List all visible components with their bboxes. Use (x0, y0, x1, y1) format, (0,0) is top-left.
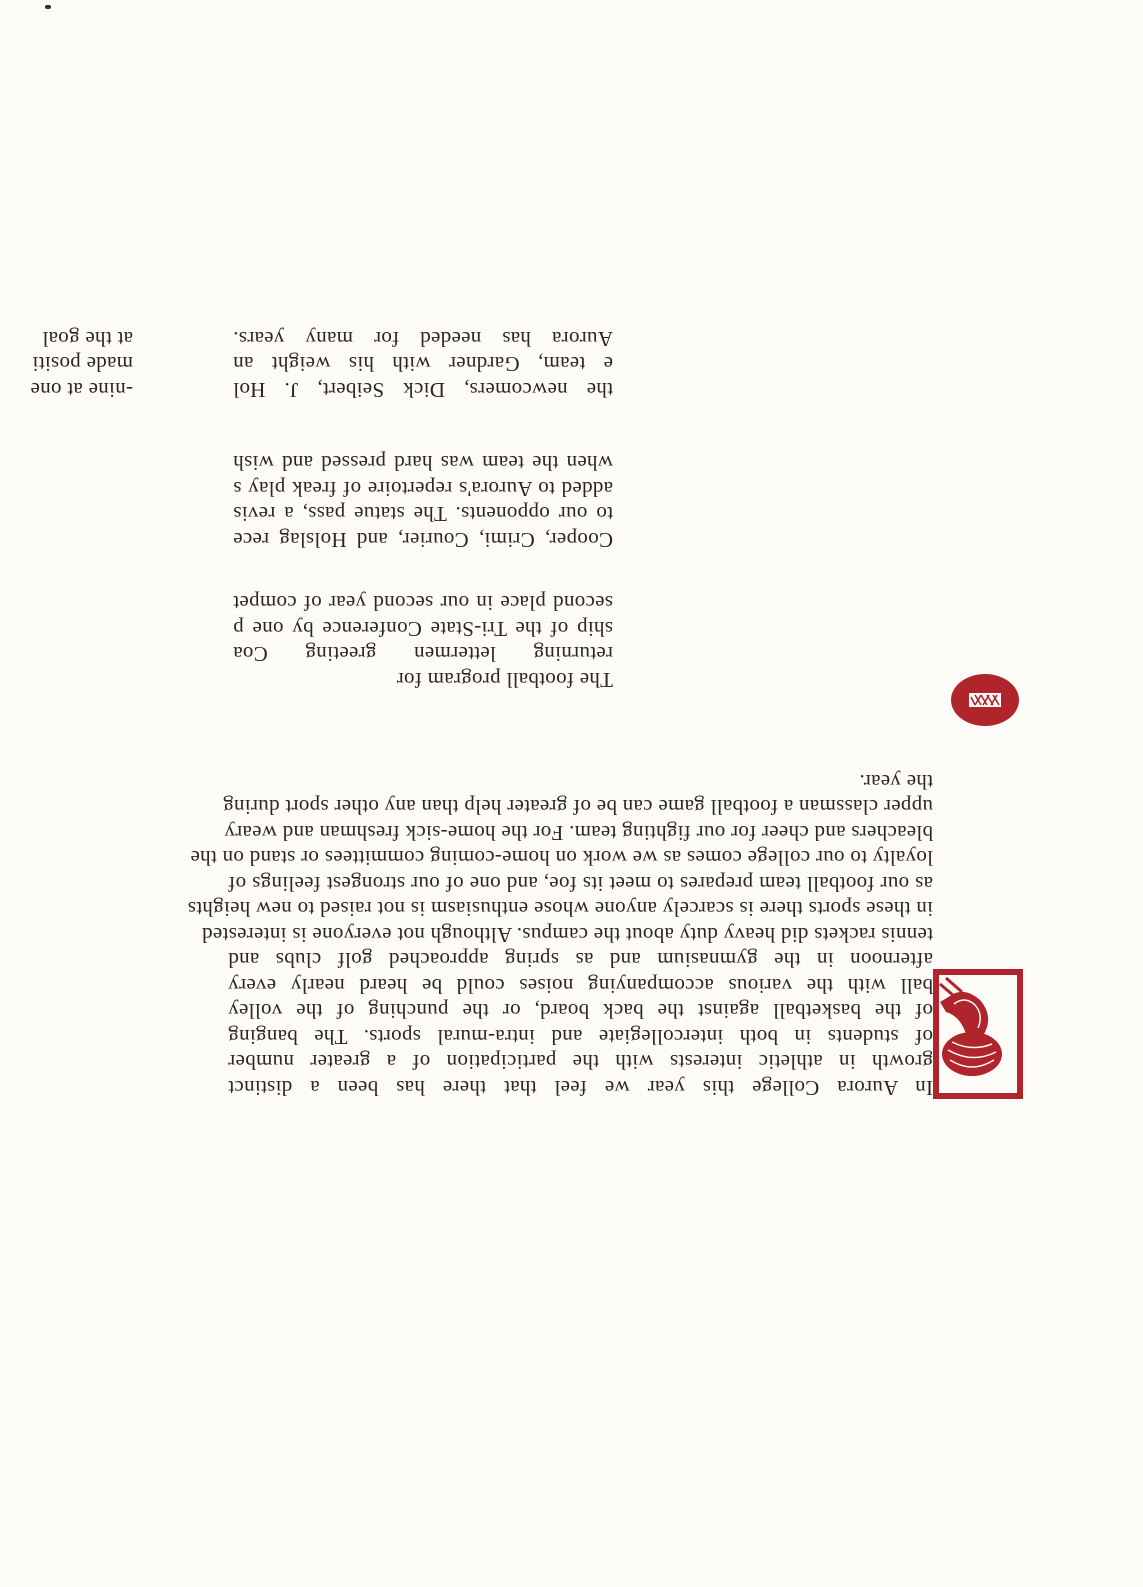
text-line: of the basketball against the back board, or the punching of the volley (228, 999, 933, 1024)
text-line: as our football team prepares to meet its foe, and one of our strongest feelings of (228, 872, 933, 896)
text-line: of students in both intercollegiate and intra-mural sports. The banging (228, 1025, 933, 1049)
text-line: The football program for (396, 668, 613, 692)
text-line: afternoon in the gymnasium and as spring approached golf clubs and (228, 948, 933, 973)
text-line: added to Aurora's repertoire of freak play s (233, 477, 613, 501)
decorative-initial-hand-icon (932, 968, 1024, 1100)
football-paragraph-d (8, 326, 133, 403)
text-line: loyalty to our college comes as we work on home-coming committees or stand on the (190, 846, 933, 871)
text-line: the newcomers, Dick Seibert, J. Hol (233, 378, 613, 402)
text-line: Aurora has needed for many years. (233, 327, 613, 351)
text-line: in these sports there is scarcely anyone whose enthusiasm is not raised to new heights (187, 897, 933, 922)
text-line: growth in athletic interests with the participation of a greater number (228, 1050, 933, 1075)
ink-speck (45, 5, 51, 9)
text-line: Cooper, Crimi, Courier, and Holslag rece (233, 528, 613, 552)
text-line: second place in our second year of compet (233, 591, 613, 616)
text-line: to our opponents. The statue pass, a revis (233, 502, 613, 527)
football-paragraph-a (233, 590, 613, 692)
text-line: tennis rackets did heavy duty about the campus. Although not everyone is interested (201, 923, 933, 947)
text-line: e team, Gardner with his weight an (233, 352, 613, 377)
text-line: ship of the Tri-State Conference by one p (233, 617, 613, 641)
text-line: -nine at one (30, 378, 133, 402)
text-line: at the goal (42, 327, 133, 351)
text-line: the year. (859, 770, 933, 794)
text-line: ball with the various accompanying noises could be heard nearly every (228, 974, 933, 998)
football-paragraph-c (233, 326, 613, 403)
football-paragraph-b (233, 450, 613, 552)
text-line: returning lettermen greeting Coa (233, 642, 613, 667)
text-line: bleachers and cheer for our fighting team. For the home-sick freshman and weary (224, 821, 933, 845)
text-line: made positi (32, 352, 133, 377)
text-line: In Aurora College this year we feel that there has been a distinct (228, 1076, 933, 1100)
text-line: when the team was hard pressed and wish (233, 451, 613, 476)
text-line: upper classman a football game can be of greater help than any other sport during (222, 795, 933, 820)
football-icon (949, 671, 1021, 729)
intro-paragraph (187, 769, 933, 1101)
